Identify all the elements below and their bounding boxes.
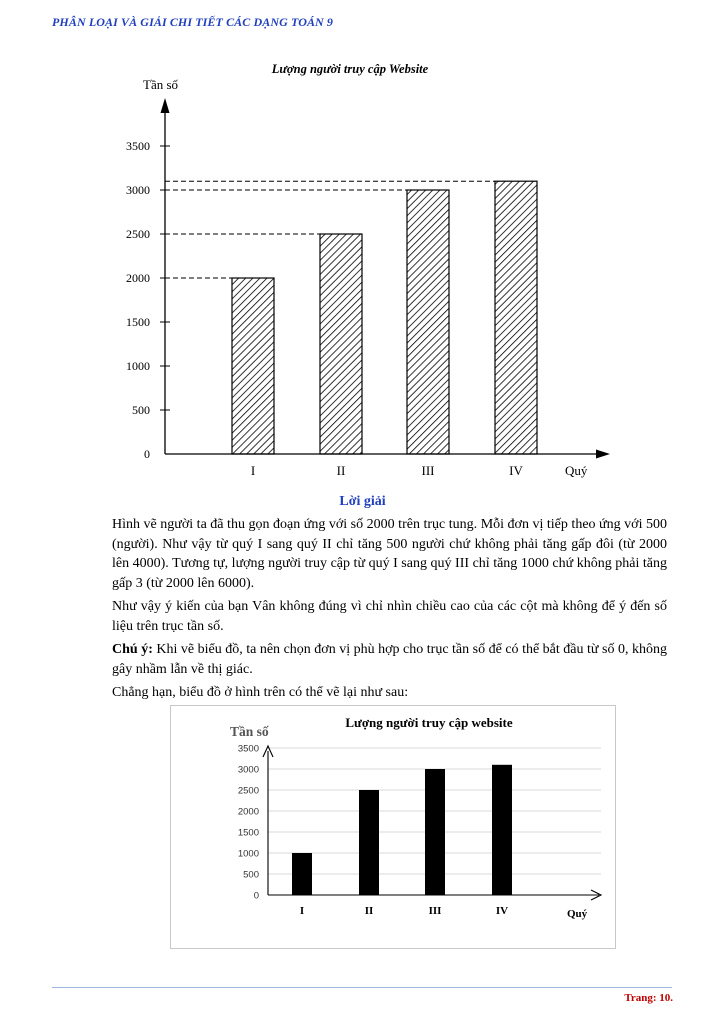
chart2-y-tick-label: 2500: [237, 785, 259, 797]
chart1-bar: [232, 278, 274, 454]
chart2-bar: [359, 790, 379, 895]
chart1-y-tick-label: 3000: [126, 183, 150, 197]
chart2-category-label: I: [299, 905, 305, 917]
chart1-category-label: IV: [509, 463, 523, 478]
solution-note: [112, 640, 667, 679]
solution-body: [112, 515, 667, 707]
chart2-y-tick-label: 3500: [237, 743, 259, 755]
chart2-y-tick-label: 500: [243, 869, 259, 881]
solution-title: Lời giải: [339, 494, 386, 509]
chart1-y-tick-label: 3500: [126, 139, 150, 153]
chart1-xlabel: Quý: [565, 463, 588, 478]
chart1-category-label: II: [336, 463, 346, 478]
chart2-y-tick-label: 2000: [237, 806, 259, 818]
chart2-category-label: IV: [495, 905, 509, 917]
chart1-y-tick-label: 1000: [126, 359, 150, 373]
note-text: Khi vẽ biểu đồ, ta nên chọn đơn vị phù hợp cho trục tần số để có thể bắt đầu từ số 0, không gây nhầm lẫn về thị giác.: [112, 642, 667, 677]
chart2-category-label: II: [364, 905, 374, 917]
chart1-bar: [407, 190, 449, 454]
chart-2: [171, 706, 615, 948]
footer-divider: [52, 987, 672, 988]
chart1-x-arrow: [596, 450, 610, 459]
solution-paragraph-2: Như vậy ý kiến của bạn Vân không đúng vì chỉ nhìn chiều cao của các cột mà không để ý đến số liệu trên trục tần số.: [112, 599, 667, 634]
chart2-bar: [492, 765, 512, 895]
chart2-xlabel: Quý: [567, 908, 588, 920]
chart2-bar: [292, 853, 312, 895]
chart2-y-tick-label: 0: [253, 890, 259, 902]
chart1-title: Lượng người truy cập Website: [271, 62, 429, 76]
chart1-y-tick-label: 2000: [126, 271, 150, 285]
chart-2-frame: [170, 705, 616, 949]
chart1-y-tick-label: 1500: [126, 315, 150, 329]
chart2-bar: [425, 769, 445, 895]
page-header: PHÂN LOẠI VÀ GIẢI CHI TIẾT CÁC DẠNG TOÁN 9: [52, 15, 334, 29]
chart1-y-arrow: [161, 98, 170, 113]
chart1-category-label: III: [421, 463, 435, 478]
chart2-y-tick-label: 1000: [237, 848, 259, 860]
chart2-y-tick-label: 3000: [237, 764, 259, 776]
chart1-y-tick-label: 2500: [126, 227, 150, 241]
chart-1: [0, 0, 725, 490]
chart1-y-tick-label: 0: [144, 447, 150, 461]
note-label: Chú ý:: [112, 642, 153, 657]
solution-paragraph-1: Hình vẽ người ta đã thu gọn đoạn ứng với số 2000 trên trục tung. Mỗi đơn vị tiếp theo ứng với 500 (người). Như vậy từ quý I sang quý II chỉ tăng 500 người chứ không phải tăng gấp đôi (từ 2000 lên 4000). Tương tự, lượng người truy cập từ quý I sang quý III chỉ tăng 1000 chứ không phải tăng gấp 3 (từ 2000 lên 6000).: [112, 517, 667, 591]
chart2-ylabel: Tần số: [230, 724, 269, 739]
chart1-bar: [495, 181, 537, 454]
chart2-title: Lượng người truy cập website: [345, 715, 513, 730]
chart1-category-label: I: [250, 463, 256, 478]
page-number: Trang: 10.: [624, 992, 673, 1004]
chart1-ylabel: Tần số: [143, 77, 179, 92]
solution-paragraph-4: Chẳng hạn, biểu đồ ở hình trên có thể vẽ lại như sau:: [112, 685, 409, 700]
chart1-y-tick-label: 500: [132, 403, 150, 417]
chart2-y-tick-label: 1500: [237, 827, 259, 839]
chart2-category-label: III: [428, 905, 442, 917]
chart1-bar: [320, 234, 362, 454]
